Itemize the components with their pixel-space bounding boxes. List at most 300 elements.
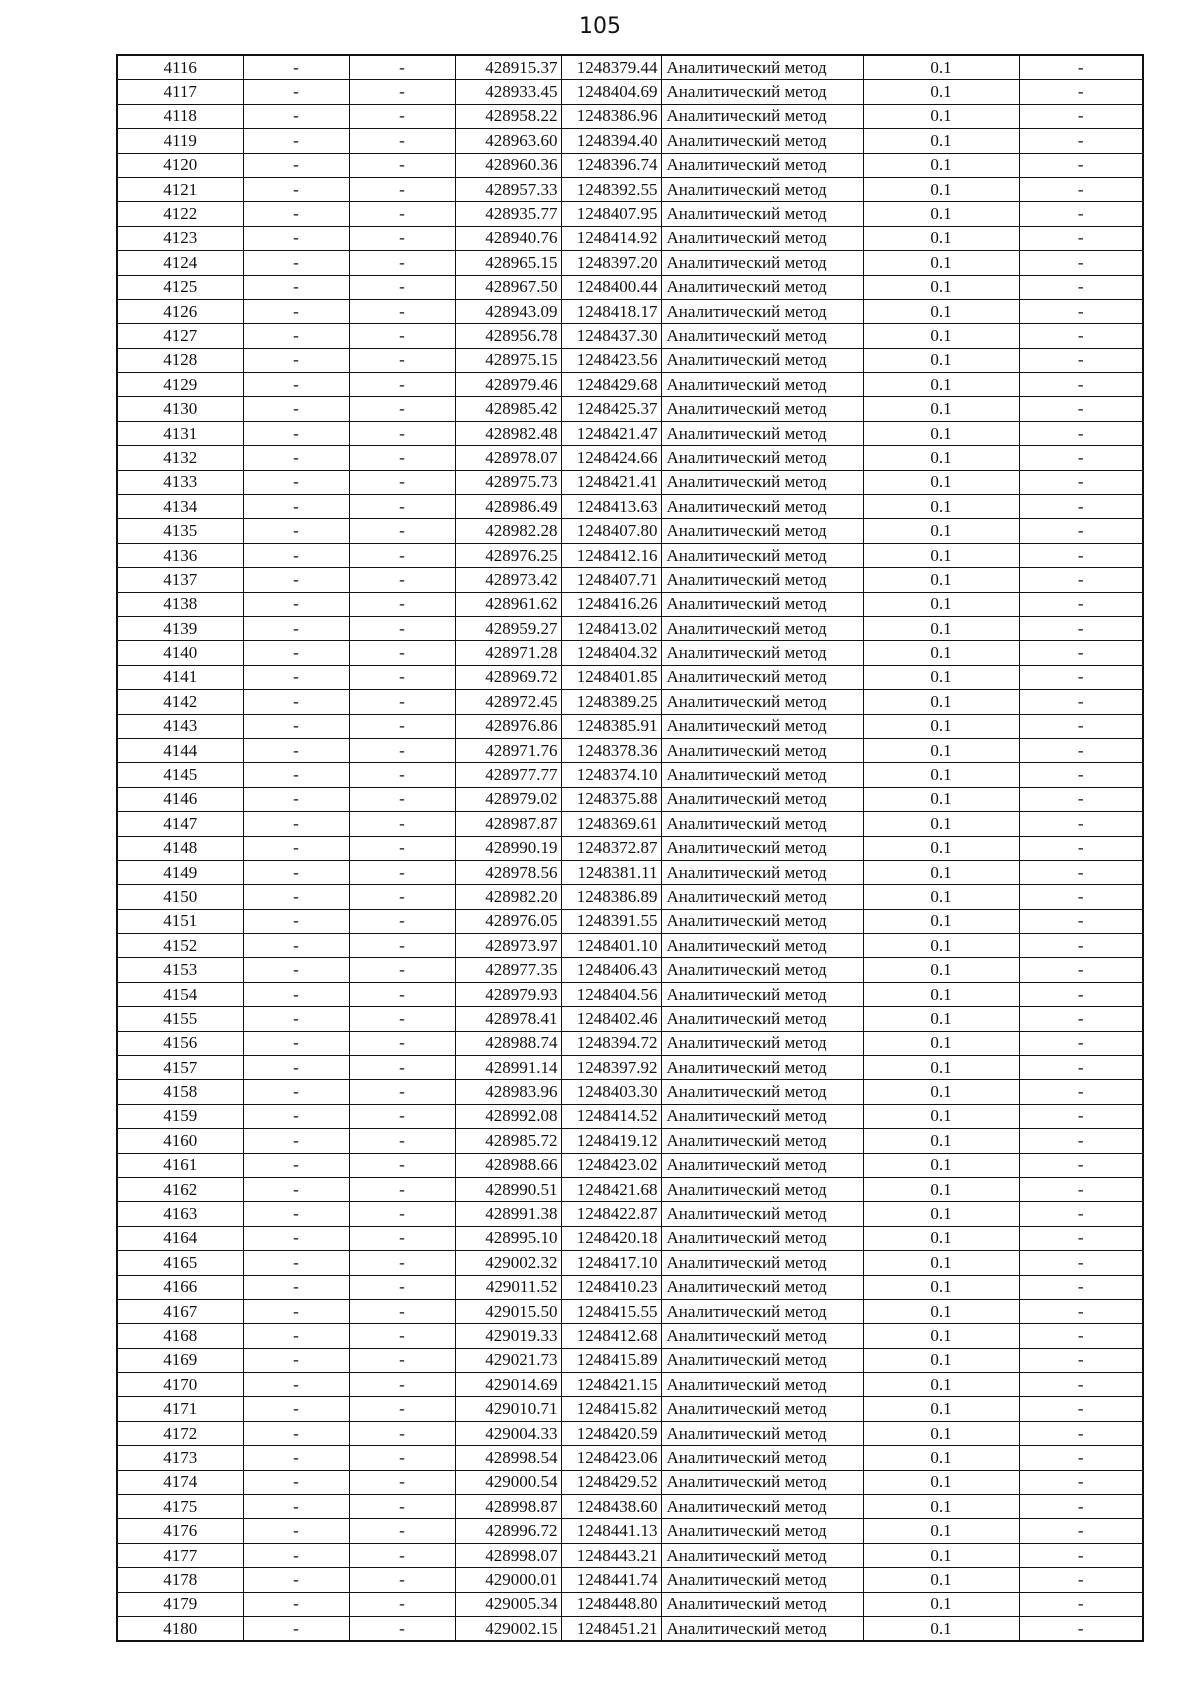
point-number-cell: 4153 xyxy=(117,958,243,982)
point-number-cell: 4123 xyxy=(117,226,243,250)
dash-cell: - xyxy=(349,641,455,665)
point-number-cell: 4168 xyxy=(117,1324,243,1348)
dash-cell: - xyxy=(243,982,349,1006)
method-cell: Аналитический метод xyxy=(661,1080,863,1104)
dash-cell: - xyxy=(243,1104,349,1128)
x-coordinate-cell: 428935.77 xyxy=(455,202,561,226)
dash-cell: - xyxy=(243,373,349,397)
point-number-cell: 4174 xyxy=(117,1470,243,1494)
y-coordinate-cell: 1248378.36 xyxy=(561,738,661,762)
accuracy-cell: 0.1 xyxy=(863,177,1019,201)
point-number-cell: 4171 xyxy=(117,1397,243,1421)
dash-cell: - xyxy=(349,1031,455,1055)
point-number-cell: 4136 xyxy=(117,543,243,567)
dash-cell: - xyxy=(1019,1568,1143,1592)
x-coordinate-cell: 428988.66 xyxy=(455,1153,561,1177)
y-coordinate-cell: 1248419.12 xyxy=(561,1129,661,1153)
point-number-cell: 4124 xyxy=(117,251,243,275)
dash-cell: - xyxy=(349,665,455,689)
dash-cell: - xyxy=(1019,226,1143,250)
dash-cell: - xyxy=(349,787,455,811)
x-coordinate-cell: 428976.86 xyxy=(455,714,561,738)
method-cell: Аналитический метод xyxy=(661,714,863,738)
method-cell: Аналитический метод xyxy=(661,348,863,372)
y-coordinate-cell: 1248413.02 xyxy=(561,616,661,640)
dash-cell: - xyxy=(349,1592,455,1616)
accuracy-cell: 0.1 xyxy=(863,714,1019,738)
dash-cell: - xyxy=(349,446,455,470)
coordinates-table xyxy=(116,54,1144,1642)
point-number-cell: 4164 xyxy=(117,1226,243,1250)
point-number-cell: 4142 xyxy=(117,690,243,714)
accuracy-cell: 0.1 xyxy=(863,519,1019,543)
dash-cell: - xyxy=(243,1592,349,1616)
method-cell: Аналитический метод xyxy=(661,1324,863,1348)
method-cell: Аналитический метод xyxy=(661,1470,863,1494)
method-cell: Аналитический метод xyxy=(661,836,863,860)
x-coordinate-cell: 428965.15 xyxy=(455,251,561,275)
accuracy-cell: 0.1 xyxy=(863,1080,1019,1104)
dash-cell: - xyxy=(1019,1299,1143,1323)
y-coordinate-cell: 1248402.46 xyxy=(561,1007,661,1031)
point-number-cell: 4119 xyxy=(117,129,243,153)
dash-cell: - xyxy=(349,1177,455,1201)
table-row xyxy=(117,1421,1143,1445)
method-cell: Аналитический метод xyxy=(661,1446,863,1470)
dash-cell: - xyxy=(243,592,349,616)
point-number-cell: 4131 xyxy=(117,421,243,445)
point-number-cell: 4130 xyxy=(117,397,243,421)
dash-cell: - xyxy=(349,275,455,299)
dash-cell: - xyxy=(1019,836,1143,860)
x-coordinate-cell: 428985.42 xyxy=(455,397,561,421)
method-cell: Аналитический метод xyxy=(661,519,863,543)
y-coordinate-cell: 1248397.92 xyxy=(561,1056,661,1080)
table-row xyxy=(117,1299,1143,1323)
method-cell: Аналитический метод xyxy=(661,1373,863,1397)
dash-cell: - xyxy=(1019,665,1143,689)
x-coordinate-cell: 428979.02 xyxy=(455,787,561,811)
method-cell: Аналитический метод xyxy=(661,226,863,250)
table-row xyxy=(117,909,1143,933)
method-cell: Аналитический метод xyxy=(661,1495,863,1519)
dash-cell: - xyxy=(1019,1153,1143,1177)
dash-cell: - xyxy=(349,397,455,421)
accuracy-cell: 0.1 xyxy=(863,1519,1019,1543)
point-number-cell: 4144 xyxy=(117,738,243,762)
x-coordinate-cell: 428971.28 xyxy=(455,641,561,665)
y-coordinate-cell: 1248413.63 xyxy=(561,495,661,519)
y-coordinate-cell: 1248412.16 xyxy=(561,543,661,567)
x-coordinate-cell: 428956.78 xyxy=(455,324,561,348)
dash-cell: - xyxy=(243,568,349,592)
method-cell: Аналитический метод xyxy=(661,616,863,640)
dash-cell: - xyxy=(349,129,455,153)
x-coordinate-cell: 428958.22 xyxy=(455,104,561,128)
dash-cell: - xyxy=(1019,495,1143,519)
dash-cell: - xyxy=(243,104,349,128)
method-cell: Аналитический метод xyxy=(661,1153,863,1177)
dash-cell: - xyxy=(1019,1202,1143,1226)
dash-cell: - xyxy=(1019,1104,1143,1128)
x-coordinate-cell: 429005.34 xyxy=(455,1592,561,1616)
table-row xyxy=(117,982,1143,1006)
point-number-cell: 4134 xyxy=(117,495,243,519)
accuracy-cell: 0.1 xyxy=(863,812,1019,836)
y-coordinate-cell: 1248420.59 xyxy=(561,1421,661,1445)
dash-cell: - xyxy=(243,1202,349,1226)
x-coordinate-cell: 429011.52 xyxy=(455,1275,561,1299)
point-number-cell: 4173 xyxy=(117,1446,243,1470)
y-coordinate-cell: 1248421.15 xyxy=(561,1373,661,1397)
method-cell: Аналитический метод xyxy=(661,1397,863,1421)
table-row xyxy=(117,543,1143,567)
method-cell: Аналитический метод xyxy=(661,1129,863,1153)
accuracy-cell: 0.1 xyxy=(863,909,1019,933)
point-number-cell: 4132 xyxy=(117,446,243,470)
method-cell: Аналитический метод xyxy=(661,446,863,470)
method-cell: Аналитический метод xyxy=(661,1251,863,1275)
y-coordinate-cell: 1248448.80 xyxy=(561,1592,661,1616)
method-cell: Аналитический метод xyxy=(661,568,863,592)
dash-cell: - xyxy=(1019,1251,1143,1275)
table-row xyxy=(117,592,1143,616)
dash-cell: - xyxy=(243,495,349,519)
x-coordinate-cell: 429002.32 xyxy=(455,1251,561,1275)
dash-cell: - xyxy=(243,1080,349,1104)
x-coordinate-cell: 428982.28 xyxy=(455,519,561,543)
y-coordinate-cell: 1248394.40 xyxy=(561,129,661,153)
dash-cell: - xyxy=(1019,397,1143,421)
dash-cell: - xyxy=(349,80,455,104)
dash-cell: - xyxy=(1019,299,1143,323)
accuracy-cell: 0.1 xyxy=(863,1202,1019,1226)
x-coordinate-cell: 428967.50 xyxy=(455,275,561,299)
table-row xyxy=(117,616,1143,640)
accuracy-cell: 0.1 xyxy=(863,616,1019,640)
point-number-cell: 4176 xyxy=(117,1519,243,1543)
x-coordinate-cell: 428957.33 xyxy=(455,177,561,201)
table-row xyxy=(117,470,1143,494)
x-coordinate-cell: 428979.93 xyxy=(455,982,561,1006)
dash-cell: - xyxy=(1019,1543,1143,1567)
dash-cell: - xyxy=(243,1421,349,1445)
x-coordinate-cell: 428998.54 xyxy=(455,1446,561,1470)
y-coordinate-cell: 1248385.91 xyxy=(561,714,661,738)
dash-cell: - xyxy=(1019,885,1143,909)
dash-cell: - xyxy=(1019,934,1143,958)
dash-cell: - xyxy=(243,1056,349,1080)
table-row xyxy=(117,1446,1143,1470)
y-coordinate-cell: 1248415.55 xyxy=(561,1299,661,1323)
accuracy-cell: 0.1 xyxy=(863,446,1019,470)
y-coordinate-cell: 1248423.56 xyxy=(561,348,661,372)
accuracy-cell: 0.1 xyxy=(863,348,1019,372)
dash-cell: - xyxy=(243,446,349,470)
method-cell: Аналитический метод xyxy=(661,1421,863,1445)
accuracy-cell: 0.1 xyxy=(863,129,1019,153)
x-coordinate-cell: 429000.01 xyxy=(455,1568,561,1592)
table-row xyxy=(117,763,1143,787)
dash-cell: - xyxy=(243,665,349,689)
y-coordinate-cell: 1248386.96 xyxy=(561,104,661,128)
dash-cell: - xyxy=(1019,1617,1143,1642)
dash-cell: - xyxy=(1019,714,1143,738)
method-cell: Аналитический метод xyxy=(661,641,863,665)
method-cell: Аналитический метод xyxy=(661,543,863,567)
table-row xyxy=(117,251,1143,275)
dash-cell: - xyxy=(349,1446,455,1470)
dash-cell: - xyxy=(349,104,455,128)
table-row xyxy=(117,738,1143,762)
dash-cell: - xyxy=(349,1056,455,1080)
x-coordinate-cell: 428940.76 xyxy=(455,226,561,250)
dash-cell: - xyxy=(1019,543,1143,567)
point-number-cell: 4156 xyxy=(117,1031,243,1055)
point-number-cell: 4149 xyxy=(117,860,243,884)
dash-cell: - xyxy=(349,1543,455,1567)
y-coordinate-cell: 1248441.13 xyxy=(561,1519,661,1543)
y-coordinate-cell: 1248404.32 xyxy=(561,641,661,665)
accuracy-cell: 0.1 xyxy=(863,1275,1019,1299)
method-cell: Аналитический метод xyxy=(661,495,863,519)
dash-cell: - xyxy=(1019,1397,1143,1421)
point-number-cell: 4127 xyxy=(117,324,243,348)
y-coordinate-cell: 1248404.56 xyxy=(561,982,661,1006)
dash-cell: - xyxy=(243,80,349,104)
dash-cell: - xyxy=(349,1421,455,1445)
y-coordinate-cell: 1248422.87 xyxy=(561,1202,661,1226)
dash-cell: - xyxy=(1019,690,1143,714)
dash-cell: - xyxy=(349,202,455,226)
point-number-cell: 4118 xyxy=(117,104,243,128)
point-number-cell: 4120 xyxy=(117,153,243,177)
x-coordinate-cell: 429004.33 xyxy=(455,1421,561,1445)
x-coordinate-cell: 428973.97 xyxy=(455,934,561,958)
accuracy-cell: 0.1 xyxy=(863,1568,1019,1592)
method-cell: Аналитический метод xyxy=(661,763,863,787)
x-coordinate-cell: 428959.27 xyxy=(455,616,561,640)
point-number-cell: 4151 xyxy=(117,909,243,933)
dash-cell: - xyxy=(349,55,455,80)
method-cell: Аналитический метод xyxy=(661,1592,863,1616)
x-coordinate-cell: 428933.45 xyxy=(455,80,561,104)
dash-cell: - xyxy=(243,1568,349,1592)
point-number-cell: 4145 xyxy=(117,763,243,787)
dash-cell: - xyxy=(243,934,349,958)
accuracy-cell: 0.1 xyxy=(863,226,1019,250)
point-number-cell: 4169 xyxy=(117,1348,243,1372)
method-cell: Аналитический метод xyxy=(661,787,863,811)
dash-cell: - xyxy=(1019,1348,1143,1372)
dash-cell: - xyxy=(349,982,455,1006)
dash-cell: - xyxy=(1019,177,1143,201)
accuracy-cell: 0.1 xyxy=(863,421,1019,445)
method-cell: Аналитический метод xyxy=(661,1056,863,1080)
x-coordinate-cell: 428986.49 xyxy=(455,495,561,519)
table-row xyxy=(117,812,1143,836)
table-row xyxy=(117,1153,1143,1177)
dash-cell: - xyxy=(243,836,349,860)
point-number-cell: 4147 xyxy=(117,812,243,836)
x-coordinate-cell: 428995.10 xyxy=(455,1226,561,1250)
y-coordinate-cell: 1248401.10 xyxy=(561,934,661,958)
accuracy-cell: 0.1 xyxy=(863,1299,1019,1323)
dash-cell: - xyxy=(243,885,349,909)
dash-cell: - xyxy=(349,1519,455,1543)
x-coordinate-cell: 428975.73 xyxy=(455,470,561,494)
dash-cell: - xyxy=(349,470,455,494)
method-cell: Аналитический метод xyxy=(661,690,863,714)
point-number-cell: 4159 xyxy=(117,1104,243,1128)
dash-cell: - xyxy=(349,226,455,250)
dash-cell: - xyxy=(1019,1324,1143,1348)
dash-cell: - xyxy=(243,616,349,640)
x-coordinate-cell: 429019.33 xyxy=(455,1324,561,1348)
accuracy-cell: 0.1 xyxy=(863,763,1019,787)
table-body xyxy=(117,55,1143,1641)
method-cell: Аналитический метод xyxy=(661,177,863,201)
dash-cell: - xyxy=(243,1007,349,1031)
point-number-cell: 4133 xyxy=(117,470,243,494)
dash-cell: - xyxy=(243,226,349,250)
point-number-cell: 4167 xyxy=(117,1299,243,1323)
dash-cell: - xyxy=(1019,958,1143,982)
dash-cell: - xyxy=(349,714,455,738)
x-coordinate-cell: 428971.76 xyxy=(455,738,561,762)
dash-cell: - xyxy=(1019,519,1143,543)
dash-cell: - xyxy=(1019,738,1143,762)
method-cell: Аналитический метод xyxy=(661,1299,863,1323)
accuracy-cell: 0.1 xyxy=(863,641,1019,665)
dash-cell: - xyxy=(349,1226,455,1250)
x-coordinate-cell: 428978.41 xyxy=(455,1007,561,1031)
dash-cell: - xyxy=(243,1470,349,1494)
method-cell: Аналитический метод xyxy=(661,885,863,909)
x-coordinate-cell: 428961.62 xyxy=(455,592,561,616)
table-row xyxy=(117,153,1143,177)
accuracy-cell: 0.1 xyxy=(863,1348,1019,1372)
y-coordinate-cell: 1248451.21 xyxy=(561,1617,661,1642)
accuracy-cell: 0.1 xyxy=(863,495,1019,519)
dash-cell: - xyxy=(243,1495,349,1519)
x-coordinate-cell: 429010.71 xyxy=(455,1397,561,1421)
x-coordinate-cell: 428976.05 xyxy=(455,909,561,933)
dash-cell: - xyxy=(1019,1495,1143,1519)
method-cell: Аналитический метод xyxy=(661,202,863,226)
accuracy-cell: 0.1 xyxy=(863,324,1019,348)
accuracy-cell: 0.1 xyxy=(863,104,1019,128)
dash-cell: - xyxy=(1019,324,1143,348)
y-coordinate-cell: 1248443.21 xyxy=(561,1543,661,1567)
dash-cell: - xyxy=(243,421,349,445)
table-row xyxy=(117,665,1143,689)
dash-cell: - xyxy=(1019,592,1143,616)
x-coordinate-cell: 428985.72 xyxy=(455,1129,561,1153)
accuracy-cell: 0.1 xyxy=(863,592,1019,616)
dash-cell: - xyxy=(1019,812,1143,836)
y-coordinate-cell: 1248438.60 xyxy=(561,1495,661,1519)
dash-cell: - xyxy=(349,1104,455,1128)
accuracy-cell: 0.1 xyxy=(863,1617,1019,1642)
table-row xyxy=(117,714,1143,738)
x-coordinate-cell: 428996.72 xyxy=(455,1519,561,1543)
point-number-cell: 4166 xyxy=(117,1275,243,1299)
y-coordinate-cell: 1248416.26 xyxy=(561,592,661,616)
accuracy-cell: 0.1 xyxy=(863,1495,1019,1519)
point-number-cell: 4137 xyxy=(117,568,243,592)
x-coordinate-cell: 428982.20 xyxy=(455,885,561,909)
dash-cell: - xyxy=(349,421,455,445)
dash-cell: - xyxy=(1019,153,1143,177)
table-row xyxy=(117,373,1143,397)
dash-cell: - xyxy=(1019,1031,1143,1055)
x-coordinate-cell: 428979.46 xyxy=(455,373,561,397)
point-number-cell: 4125 xyxy=(117,275,243,299)
dash-cell: - xyxy=(349,934,455,958)
y-coordinate-cell: 1248372.87 xyxy=(561,836,661,860)
y-coordinate-cell: 1248374.10 xyxy=(561,763,661,787)
method-cell: Аналитический метод xyxy=(661,1275,863,1299)
accuracy-cell: 0.1 xyxy=(863,397,1019,421)
accuracy-cell: 0.1 xyxy=(863,1056,1019,1080)
table-row xyxy=(117,1495,1143,1519)
dash-cell: - xyxy=(1019,860,1143,884)
point-number-cell: 4177 xyxy=(117,1543,243,1567)
x-coordinate-cell: 428973.42 xyxy=(455,568,561,592)
page-number: 105 xyxy=(579,14,621,39)
x-coordinate-cell: 428992.08 xyxy=(455,1104,561,1128)
accuracy-cell: 0.1 xyxy=(863,1007,1019,1031)
table-row xyxy=(117,177,1143,201)
method-cell: Аналитический метод xyxy=(661,1519,863,1543)
method-cell: Аналитический метод xyxy=(661,958,863,982)
x-coordinate-cell: 428972.45 xyxy=(455,690,561,714)
table-row xyxy=(117,1324,1143,1348)
dash-cell: - xyxy=(349,958,455,982)
table-row xyxy=(117,836,1143,860)
dash-cell: - xyxy=(1019,348,1143,372)
accuracy-cell: 0.1 xyxy=(863,202,1019,226)
dash-cell: - xyxy=(349,616,455,640)
dash-cell: - xyxy=(1019,641,1143,665)
method-cell: Аналитический метод xyxy=(661,129,863,153)
accuracy-cell: 0.1 xyxy=(863,1592,1019,1616)
x-coordinate-cell: 428963.60 xyxy=(455,129,561,153)
dash-cell: - xyxy=(349,543,455,567)
table-row xyxy=(117,1031,1143,1055)
dash-cell: - xyxy=(349,885,455,909)
method-cell: Аналитический метод xyxy=(661,1226,863,1250)
accuracy-cell: 0.1 xyxy=(863,860,1019,884)
point-number-cell: 4117 xyxy=(117,80,243,104)
dash-cell: - xyxy=(349,495,455,519)
method-cell: Аналитический метод xyxy=(661,153,863,177)
x-coordinate-cell: 429015.50 xyxy=(455,1299,561,1323)
point-number-cell: 4157 xyxy=(117,1056,243,1080)
table-row xyxy=(117,568,1143,592)
y-coordinate-cell: 1248403.30 xyxy=(561,1080,661,1104)
accuracy-cell: 0.1 xyxy=(863,251,1019,275)
point-number-cell: 4180 xyxy=(117,1617,243,1642)
y-coordinate-cell: 1248392.55 xyxy=(561,177,661,201)
point-number-cell: 4152 xyxy=(117,934,243,958)
dash-cell: - xyxy=(349,1275,455,1299)
table-row xyxy=(117,1373,1143,1397)
method-cell: Аналитический метод xyxy=(661,324,863,348)
method-cell: Аналитический метод xyxy=(661,1104,863,1128)
method-cell: Аналитический метод xyxy=(661,1031,863,1055)
